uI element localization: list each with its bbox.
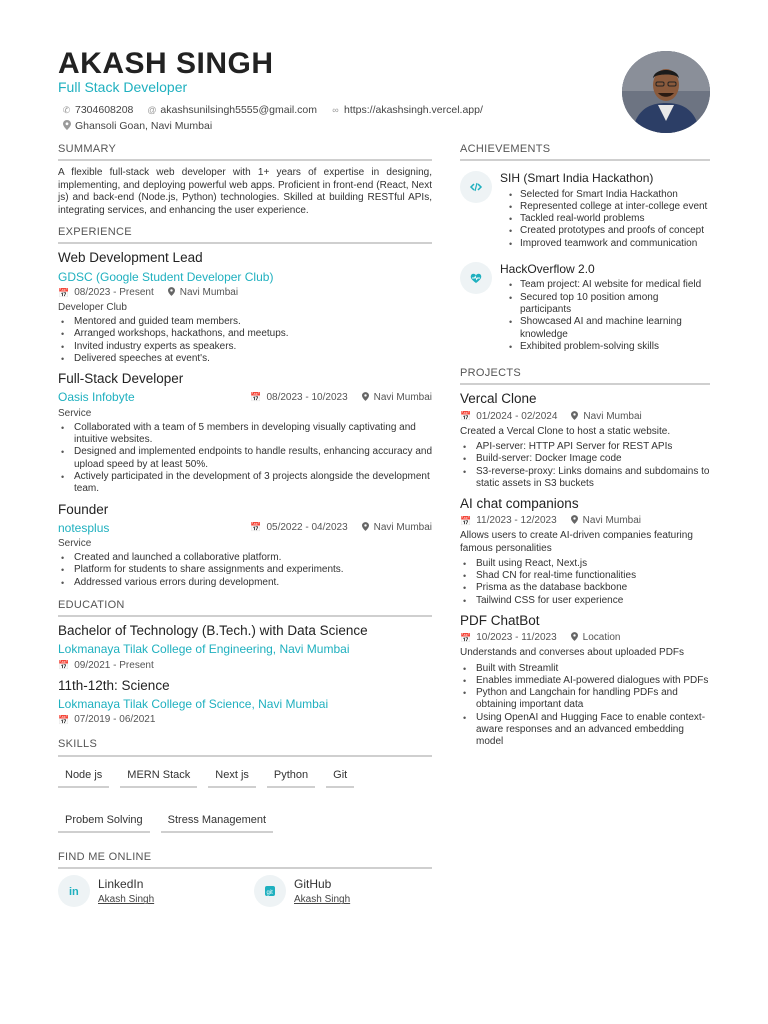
education-dates: 09/2021 - Present (74, 659, 154, 671)
at-icon: @ (147, 104, 157, 115)
github-icon (254, 875, 286, 907)
email-contact[interactable] (147, 104, 317, 117)
github-link[interactable]: Akash Singh (294, 894, 351, 906)
calendar-icon: 📅 (58, 660, 70, 671)
degree-title: 11th-12th: Science (58, 677, 170, 693)
list-item: • Created and launched a collaborative platform. (58, 552, 432, 564)
location-contact (62, 120, 212, 133)
achievement-bullets (500, 189, 710, 250)
profile-photo (622, 51, 710, 133)
calendar-icon: 📅 (250, 392, 262, 403)
degree-title: Bachelor of Technology (B.Tech.) with Data Science (58, 623, 368, 639)
job-bullets (58, 422, 432, 496)
list-item: • Shad CN for real-time functionalities (460, 570, 710, 582)
job-location: Navi Mumbai (373, 521, 432, 533)
skill-tag: Stress Management (161, 812, 273, 833)
left-column (58, 143, 432, 907)
list-item: • Build-server: Docker Image code (460, 453, 710, 465)
job-type: Service (58, 538, 92, 550)
phone-icon: ✆ (62, 104, 71, 115)
email-address[interactable]: akashsunilsingh5555@gmail.com (160, 103, 317, 116)
project-dates: 11/2023 - 12/2023 (476, 515, 557, 527)
project-description: Created a Vercal Clone to host a static website. (460, 425, 671, 437)
project-location: Navi Mumbai (582, 515, 642, 527)
phone-contact (62, 104, 133, 117)
education-dates: 07/2019 - 06/2021 (74, 714, 156, 726)
project-meta (460, 411, 710, 423)
skills-list (58, 763, 432, 833)
experience-item (58, 502, 432, 589)
list-item: • Arranged workshops, hackathons, and meetups. (58, 328, 432, 340)
location-pin-icon (62, 120, 71, 133)
svg-text:in: in (69, 886, 79, 899)
project-item (460, 613, 710, 749)
project-bullets (460, 663, 710, 749)
company-name: Oasis Infobyte (58, 390, 135, 405)
calendar-icon: 📅 (460, 411, 472, 422)
company-name: GDSC (Google Student Developer Club) (58, 269, 274, 284)
skill-tag: MERN Stack (120, 767, 197, 788)
right-column (460, 143, 710, 755)
list-item: • Enables immediate AI-powered dialogues with PDFs (460, 675, 710, 687)
location-pin-icon (571, 632, 578, 644)
skill-tag: Probem Solving (58, 812, 150, 833)
skill-tag: Node js (58, 767, 109, 788)
phone-number: 7304608208 (75, 103, 134, 116)
location-pin-icon (362, 392, 369, 404)
achievement-item (460, 262, 710, 353)
job-location: Navi Mumbai (373, 391, 432, 403)
calendar-icon: 📅 (460, 632, 472, 643)
job-type: Developer Club (58, 301, 127, 313)
website-contact[interactable] (331, 104, 483, 117)
experience-heading: EXPERIENCE (58, 226, 432, 244)
list-item: • Prisma as the database backbone (460, 582, 710, 594)
location-pin-icon (362, 522, 369, 534)
list-item: • Exhibited problem-solving skills (500, 341, 710, 353)
list-item: • Platform for students to share assignments and experiments. (58, 564, 432, 576)
list-item: • Tailwind CSS for user experience (460, 595, 710, 607)
code-icon (460, 171, 492, 203)
list-item: • Showcased AI and machine learning knowledge (500, 316, 710, 341)
list-item: • Delivered speeches at event's. (58, 353, 432, 365)
calendar-icon: 📅 (58, 714, 70, 725)
project-title: AI chat companions (460, 496, 579, 512)
skill-tag: Git (326, 767, 354, 788)
job-type: Service (58, 407, 92, 419)
location-text: Ghansoli Goan, Navi Mumbai (75, 119, 213, 132)
achievement-bullets (500, 279, 710, 353)
project-title: Vercal Clone (460, 391, 537, 407)
list-item: • Collaborated with a team of 5 members in developing visually captivating and intuitive websites. (58, 422, 432, 447)
list-item: • Built using React, Next.js (460, 558, 710, 570)
projects-heading: PROJECTS (460, 367, 710, 385)
project-meta (460, 632, 710, 644)
experience-item (58, 371, 432, 495)
candidate-role: Full Stack Developer (58, 79, 188, 95)
list-item: • Created prototypes and proofs of concept (500, 225, 710, 237)
achievement-item (460, 171, 710, 250)
list-item: • Built with Streamlit (460, 663, 710, 675)
job-meta (58, 287, 432, 299)
linkedin-label: LinkedIn (98, 877, 144, 892)
list-item: • Actively participated in the development of 3 projects alongside the development team. (58, 471, 432, 496)
job-bullets (58, 316, 432, 365)
list-item: • Using OpenAI and Hugging Face to enable context-aware responses and an advanced embedding model (460, 712, 710, 749)
list-item: • S3-reverse-proxy: Links domains and subdomains to static assets in S3 buckets (460, 466, 710, 491)
job-location: Navi Mumbai (179, 286, 239, 298)
education-item (58, 678, 432, 727)
experience-item (58, 250, 432, 365)
linkedin-icon (58, 875, 90, 907)
location-pin-icon (571, 411, 578, 423)
job-title: Web Development Lead (58, 250, 203, 266)
company-name: notesplus (58, 520, 110, 535)
list-item: • Represented college at inter-college event (500, 201, 710, 213)
skill-tag: Next js (208, 767, 256, 788)
achievements-heading: ACHIEVEMENTS (460, 143, 710, 161)
location-pin-icon (571, 515, 578, 527)
calendar-icon: 📅 (460, 515, 472, 526)
calendar-icon: 📅 (58, 287, 70, 298)
school-name: Lokmanaya Tilak College of Engineering, Navi Mumbai (58, 642, 350, 657)
skill-tag: Python (267, 767, 315, 788)
linkedin-profile[interactable] (58, 875, 214, 907)
github-label: GitHub (294, 877, 332, 892)
list-item: • Designed and implemented endpoints to handle results, enhancing accuracy and upload speed by at least 50%. (58, 446, 432, 471)
project-description: Understands and converses about uploaded PDFs (460, 647, 685, 659)
list-item: • Team project: AI website for medical field (500, 279, 710, 291)
job-title: Full-Stack Developer (58, 371, 184, 387)
list-item: • Secured top 10 position among participants (500, 292, 710, 317)
job-dates: 05/2022 - 04/2023 (266, 521, 348, 533)
list-item: • Selected for Smart India Hackathon (500, 189, 710, 201)
list-item: • Mentored and guided team members. (58, 316, 432, 328)
github-profile[interactable] (254, 875, 410, 907)
list-item: • Improved teamwork and communication (500, 238, 710, 250)
job-meta (250, 522, 432, 534)
job-dates: 08/2023 - 10/2023 (266, 391, 348, 403)
education-heading: EDUCATION (58, 599, 432, 617)
summary-text: A flexible full-stack web developer with 1+ years of expertise in designing, implementing, and deploying powerful web apps. Proficient in front-end (React, Next js) and back-end (Node.js, Python) technologies. Skilled at building RESTful APIs, integrating services, and enhancing the user experience. (58, 167, 432, 216)
heart-pulse-icon (460, 262, 492, 294)
job-dates: 08/2023 - Present (74, 286, 154, 298)
candidate-name: AKASH SINGH (58, 47, 274, 80)
list-item: • Python and Langchain for handling PDFs and obtaining important data (460, 687, 710, 712)
job-meta (250, 392, 432, 404)
project-description: Allows users to create AI-driven companies featuring famous personalities (460, 530, 693, 554)
linkedin-link[interactable]: Akash Singh (98, 894, 155, 906)
project-bullets (460, 558, 710, 607)
website-url[interactable]: https://akashsingh.vercel.app/ (343, 103, 483, 116)
project-location: Location (582, 632, 621, 644)
education-item (58, 623, 432, 672)
list-item: • Addressed various errors during development. (58, 577, 432, 589)
project-location: Navi Mumbai (583, 410, 642, 422)
skills-heading: SKILLS (58, 738, 432, 756)
list-item: • Tackled real-world problems (500, 213, 710, 225)
project-title: PDF ChatBot (460, 613, 540, 629)
project-bullets (460, 441, 710, 490)
project-dates: 10/2023 - 11/2023 (476, 632, 557, 644)
location-pin-icon (168, 287, 175, 299)
svg-text:git: git (266, 890, 273, 897)
summary-heading: SUMMARY (58, 143, 432, 161)
calendar-icon: 📅 (250, 522, 262, 533)
online-profiles (58, 875, 432, 907)
job-title: Founder (58, 501, 109, 517)
job-bullets (58, 552, 432, 589)
project-item (460, 496, 710, 607)
project-dates: 01/2024 - 02/2024 (476, 410, 558, 422)
project-meta (460, 515, 710, 527)
project-item (460, 391, 710, 490)
achievement-title: SIH (Smart India Hackathon) (500, 171, 654, 186)
contact-info (62, 102, 582, 134)
list-item: • API-server: HTTP API Server for REST APIs (460, 441, 710, 453)
achievement-title: HackOverflow 2.0 (500, 262, 595, 277)
list-item: • Invited industry experts as speakers. (58, 341, 432, 353)
school-name: Lokmanaya Tilak College of Science, Navi Mumbai (58, 696, 329, 711)
link-icon: ∞ (332, 104, 339, 115)
online-heading: FIND ME ONLINE (58, 851, 432, 869)
